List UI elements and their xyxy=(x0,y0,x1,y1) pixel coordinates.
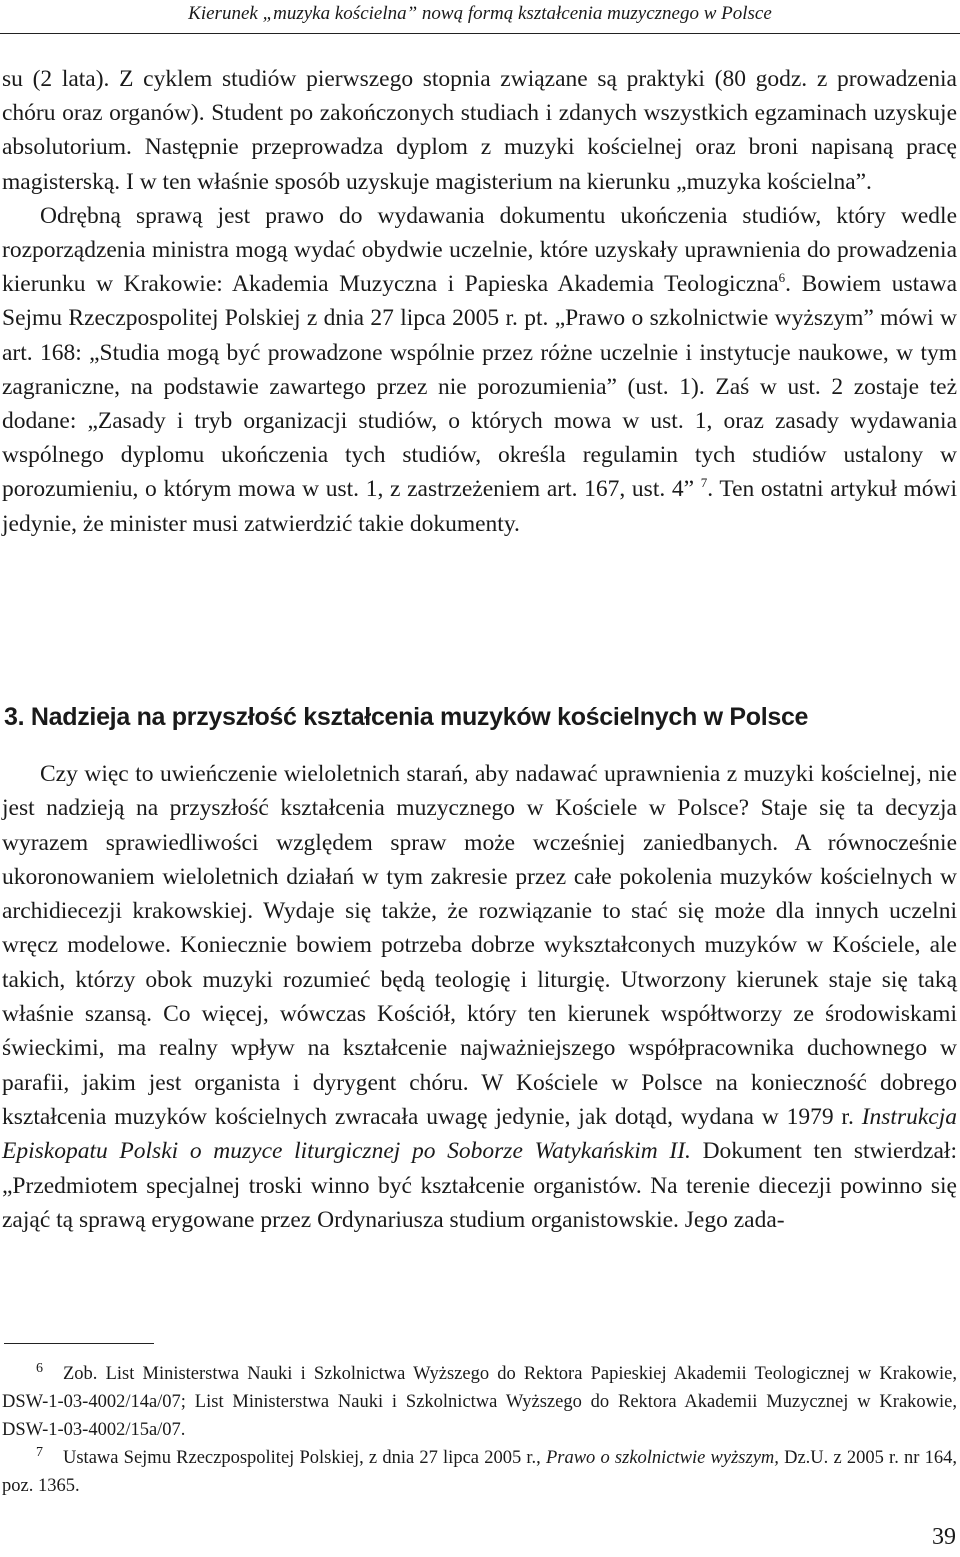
footnote-ref-6[interactable]: 6 xyxy=(778,270,786,286)
running-title: Kierunek „muzyka kościelna” nową formą kształcenia muzycznego w Polsce xyxy=(188,3,772,24)
body-text xyxy=(2,62,957,541)
header-rule xyxy=(0,33,960,34)
footnote-6 xyxy=(2,1360,957,1444)
section-text-b: Dokument ten stwierdzał: „Przedmiotem specjalnej troski winno być kształcenie organistów. Na terenie diecezji powinno się zająć tą sprawą erygowane przez Ordynariusza studium organistowskie. Jego zada- xyxy=(2,1138,957,1233)
footnote-text: Zob. List Ministerstwa Nauki i Szkolnictwa Wyższego do Rektora Papieskiej Akademii Teologicznej w Krakowie, DSW-1-03-4002/14a/07; List Ministerstwa Nauki i Szkolnictwa Wyższego do Rektora Akademii Muzycznej w Krakowie, DSW-1-03-4002/15a/07. xyxy=(2,1364,957,1440)
paragraph-2-text-b: . Bowiem ustawa Sejmu Rzeczpospolitej Polskiej z dnia 27 lipca 2005 r. pt. „Prawo o szkolnictwie wyższym” mówi w art. 168: „Studia mogą być prowadzone wspólnie przez różne uczelnie i instytucje naukowe, w tym zagraniczne, na podstawie zawartego przez nie porozumienia” (ust. 1). Zaś w ust. 2 zostaje też dodane: „Zasady i tryb organizacji studiów, o których mowa w ust. 1, oraz zasady wydawania wspólnego dyplomu ukończenia tych studiów, określa regulamin tych studiów ustalony w porozumieniu, o którym mowa w ust. 1, z zastrzeżeniem art. 167, ust. 4” xyxy=(2,271,958,503)
footnote-text-after: Dz.U. z 2005 r. nr 164, poz. 1365. xyxy=(2,1448,957,1496)
paragraph-2 xyxy=(2,199,957,541)
paragraph-2-text-a: Odrębną sprawą jest prawo do wydawania dokumentu ukończenia studiów, który wedle rozporządzenia ministra mogą wydać obydwie uczelnie, które uzyskały uprawnienia do prowadzenia kierunku w Krakowie: Akademia Muzyczna i Papieska Akademia Teologiczna xyxy=(2,202,957,298)
footnotes xyxy=(2,1360,957,1500)
footnote-text: Ustawa Sejmu Rzeczpospolitej Polskiej, z dnia 27 lipca 2005 r., xyxy=(63,1448,546,1468)
section-body xyxy=(2,757,957,1237)
section-heading: 3. Nadzieja na przyszłość kształcenia muzyków kościelnych w Polsce xyxy=(4,703,809,731)
section-text-a: Czy więc to uwieńczenie wieloletnich starań, aby nadawać uprawnienia z muzyki kościelnej, nie jest nadzieją na przyszłość kształcenia muzycznego w Kościele w Polsce? Staje się ta decyzja wyrazem sprawiedliwości względem spraw może wcześniej zaniedbanych. A równocześnie ukoronowaniem wieloletnich działań w tym zakresie przez całe pokolenia muzyków kościelnych w archidiecezji krakowskiej. Wydaje się także, że rozwiązanie to stać się może dla innych uczelni wręcz modelowe. Koniecznie bowiem potrzeba dobrze wykształconych muzyków w Kościele, ale takich, którzy obok muzyki rozumieć będą teologię i liturgię. Utworzony kierunek staje się taką właśnie szansą. Co więcej, wówczas Kościół, który ten kierunek współtworzy ze środowiskami świeckimi, ma realny wpływ na kształcenie najważniejszego współpracownika duchownego w parafii, jakim jest organista i dyrygent chóru. W Kościele w Polsce na konieczność dobrego kształcenia muzyków kościelnych zwracała uwagę jedynie, jak dotąd, wydana w 1979 r. xyxy=(2,761,957,1130)
footnote-rule xyxy=(4,1343,154,1344)
footnote-7 xyxy=(2,1444,957,1500)
footnote-ref-7[interactable]: 7 xyxy=(700,475,708,491)
running-header xyxy=(0,0,960,37)
section-italic-title: Instrukcja Episkopatu Polski o muzyce liturgicznej po Soborze Watykańskim II. xyxy=(2,1103,957,1165)
paragraph-2-text-c: . Ten ostatni artykuł mówi jedynie, że minister musi zatwierdzić takie dokumenty. xyxy=(2,476,958,537)
footnote-italic-title: Prawo o szkolnictwie wyższym, xyxy=(545,1448,779,1468)
footnote-number: 7 xyxy=(36,1444,43,1460)
page-number: 39 xyxy=(932,1524,956,1550)
footnote-number: 6 xyxy=(36,1360,43,1376)
section-paragraph xyxy=(2,757,957,1237)
paragraph-1: su (2 lata). Z cyklem studiów pierwszego stopnia związane są praktyki (80 godz. z prowadzenia chóru oraz organów). Student po zakończonych studiach i zdanych wszystkich egzaminach uzyskuje absolutorium. Następnie przeprowadza dyplom z muzyki kościelnej oraz broni napisaną pracę magisterską. I w ten właśnie sposób uzyskuje magisterium na kierunku „muzyka kościelna”. xyxy=(2,66,957,195)
